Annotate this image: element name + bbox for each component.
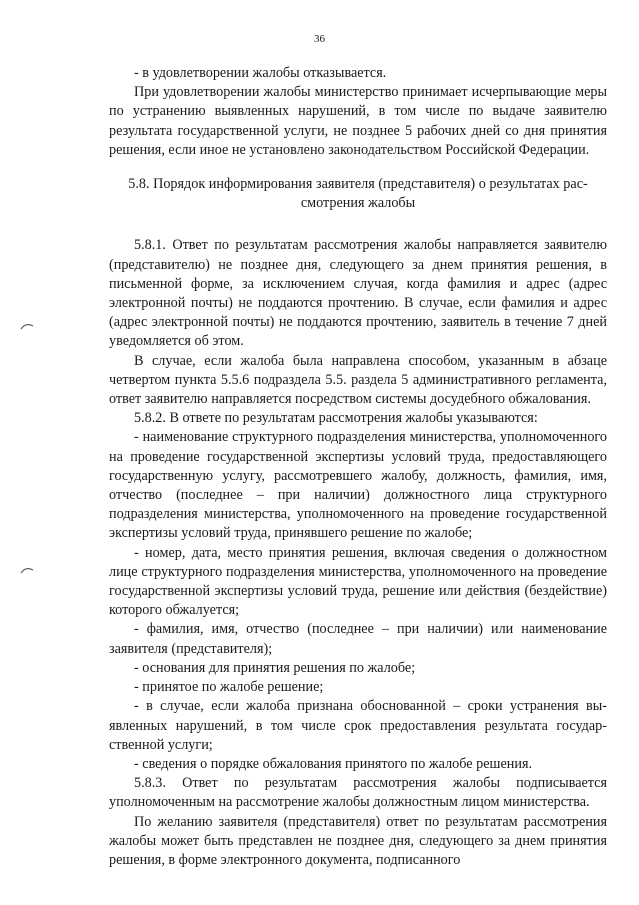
- list-item-grounds: - основания для принятия решения по жалобе;: [134, 659, 416, 676]
- scan-artifact-mark-2: [20, 566, 34, 574]
- paragraph-satisfaction-measures: При удовлетворении жалобы министерство принимает исчерпывающие меры по устранению выявленных нарушений, в том числе по выдаче заявителю результата государственной услуги, не позднее 5 рабочих дней со дня принятия решения, если иное не установлено законодательством Российской Федерации.: [109, 84, 607, 158]
- paragraph-electronic-response: По желанию заявителя (представителя) ответ по результатам рассмотрения жалобы может быть представлен не позднее дня, следующего за днем принятия решения, в форме электронного документа, подписанного: [109, 813, 607, 868]
- paragraph-electronic-submission: В случае, если жалоба была направлена способом, указанным в абзаце четвертом пункта 5.5.6 подраздела 5.5. раздела 5 административного регламента, ответ заявителю направляется посредством системы досудебного обжалования.: [109, 352, 607, 408]
- list-item-remedy-terms: - в случае, если жалоба признана обоснованной – сроки устранения выявленных нарушений, в том числе срок предоставления результата государственной услуги;: [109, 698, 607, 753]
- section-heading-5-8: 5.8. Порядок информирования заявителя (представителя) о результатах рассмотрения жалобы: [128, 176, 588, 212]
- paragraph-5-8-2: 5.8.2. В ответе по результатам рассмотрения жалобы указываются:: [134, 410, 538, 427]
- list-item-department-name: - наименование структурного подразделения министерства, уполномоченного на проведение государственной экспертизы условий труда, предоставляющего государственную услугу, рассмотревшего жалобу, должность, фамилия, имя, отчество (последнее – при наличии) должностного лица структурного подразделения министерства, уполномоченного на проведение государственной экспертизы условий труда, принявшего решение по жалобе;: [109, 429, 607, 542]
- list-item-decision: - принятое по жалобе решение;: [134, 679, 324, 696]
- list-item-applicant-name: - фамилия, имя, отчество (последнее – при наличии) или наименование заявителя (представителя);: [109, 621, 607, 657]
- page-number: 36: [314, 33, 325, 45]
- paragraph-5-8-1: 5.8.1. Ответ по результатам рассмотрения жалобы направляется заявителю (представителю) не позднее дня, следующего за днем принятия решения, в письменной форме, за исключением случая, когда фамилия и адрес (адрес электронной почты) не поддаются прочтению. В случае, если фамилия и адрес (адрес электронной почты) не поддаются прочтению, заявитель в течение 7 дней уведомляется об этом.: [109, 237, 607, 350]
- paragraph-5-8-3: 5.8.3. Ответ по результатам рассмотрения жалобы подписывается уполномоченным на рассмотрение жалобы должностным лицом министерства.: [109, 775, 607, 811]
- list-item-decision-details: - номер, дата, место принятия решения, включая сведения о должностном лице структурного подразделения министерства, уполномоченного на проведение государственной экспертизы условий труда, решение или действия (бездействие) которого обжалуется;: [109, 544, 607, 619]
- scan-artifact-mark-1: [20, 322, 34, 330]
- list-item-appeal-procedure: - сведения о порядке обжалования принятого по жалобе решения.: [134, 755, 533, 772]
- document-body: [109, 64, 607, 870]
- paragraph-refusal: - в удовлетворении жалобы отказывается.: [134, 65, 387, 81]
